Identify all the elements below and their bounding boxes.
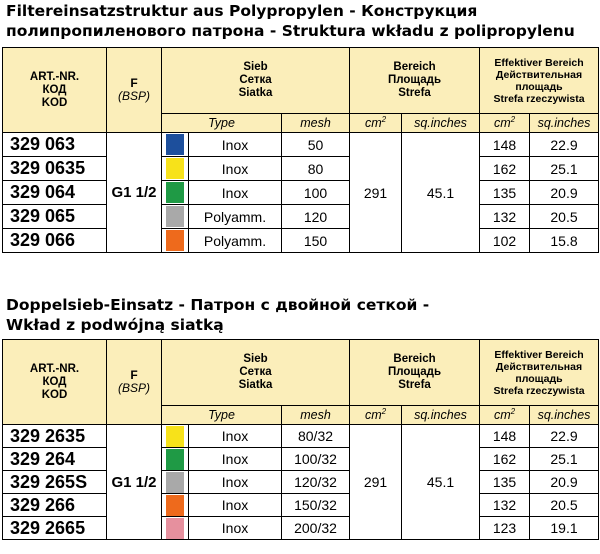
effective-sqin: 22.9 <box>530 133 599 157</box>
spec-table <box>2 47 599 253</box>
connection-size: G1 1/2 <box>107 425 162 540</box>
mesh-value: 200/32 <box>282 517 350 540</box>
table-row <box>3 229 599 253</box>
sqin-subheader: sq.inches <box>402 114 480 133</box>
sieb-header: Sieb Сетка Siatka <box>162 48 350 114</box>
color-swatch-cell <box>162 205 189 229</box>
effective-sqin: 20.5 <box>530 494 599 517</box>
sieb-header: Sieb Сетка Siatka <box>162 340 350 406</box>
table-row <box>3 517 599 540</box>
article-number: 329 065 <box>3 205 107 229</box>
effective-area-header: Effektiver Bereich Действительная площадь Strefa rzeczywista <box>480 340 599 406</box>
area-sqin: 45.1 <box>402 425 480 540</box>
f-header: F (BSP) <box>107 48 162 133</box>
effective-cm2: 135 <box>480 471 530 494</box>
sieve-type: Inox <box>189 494 282 517</box>
effective-cm2: 102 <box>480 229 530 253</box>
color-swatch-cell <box>162 181 189 205</box>
table-row <box>3 205 599 229</box>
table-row <box>3 133 599 157</box>
table-row <box>3 425 599 448</box>
effective-cm2: 162 <box>480 448 530 471</box>
mesh-subheader: mesh <box>282 406 350 425</box>
color-swatch <box>166 426 184 447</box>
eff-cm2-subheader: $cm^2$ <box>480 114 530 133</box>
sieve-type: Inox <box>189 471 282 494</box>
eff-cm2-subheader: $cm^2$ <box>480 406 530 425</box>
color-swatch <box>166 206 184 227</box>
sieve-type: Polyamm. <box>189 205 282 229</box>
color-swatch-cell <box>162 494 189 517</box>
effective-sqin: 22.9 <box>530 425 599 448</box>
color-swatch <box>166 134 184 155</box>
effective-cm2: 135 <box>480 181 530 205</box>
connection-size: G1 1/2 <box>107 133 162 253</box>
type-subheader: Type <box>162 406 282 425</box>
area-cm2: 291 <box>350 133 402 253</box>
sieve-type: Inox <box>189 157 282 181</box>
effective-sqin: 15.8 <box>530 229 599 253</box>
table-row <box>3 448 599 471</box>
mesh-value: 150/32 <box>282 494 350 517</box>
area-sqin: 45.1 <box>402 133 480 253</box>
effective-sqin: 20.9 <box>530 471 599 494</box>
effective-sqin: 25.1 <box>530 157 599 181</box>
color-swatch <box>166 158 184 179</box>
color-swatch-cell <box>162 229 189 253</box>
cm2-subheader: $cm^2$ <box>350 114 402 133</box>
color-swatch <box>166 495 184 516</box>
spec-table <box>2 339 599 540</box>
table-row <box>3 471 599 494</box>
article-number: 329 066 <box>3 229 107 253</box>
type-subheader: Type <box>162 114 282 133</box>
table-row <box>3 494 599 517</box>
mesh-value: 80/32 <box>282 425 350 448</box>
bereich-header: Bereich Площадь Strefa <box>350 340 480 406</box>
mesh-value: 150 <box>282 229 350 253</box>
color-swatch <box>166 182 184 203</box>
eff-sqin-subheader: sq.inches <box>530 114 599 133</box>
bereich-header: Bereich Площадь Strefa <box>350 48 480 114</box>
table-row <box>3 157 599 181</box>
mesh-value: 50 <box>282 133 350 157</box>
article-number: 329 2635 <box>3 425 107 448</box>
mesh-value: 100/32 <box>282 448 350 471</box>
effective-sqin: 25.1 <box>530 448 599 471</box>
sieve-type: Inox <box>189 181 282 205</box>
article-number: 329 063 <box>3 133 107 157</box>
effective-cm2: 132 <box>480 205 530 229</box>
color-swatch-cell <box>162 517 189 540</box>
section2-title-line1: Doppelsieb-Einsatz - Патрон с двойной сеткой - <box>6 296 430 314</box>
color-swatch-cell <box>162 133 189 157</box>
color-swatch-cell <box>162 448 189 471</box>
mesh-value: 100 <box>282 181 350 205</box>
article-number: 329 266 <box>3 494 107 517</box>
color-swatch-cell <box>162 425 189 448</box>
art-header: ART.-NR. КОД KOD <box>3 48 107 133</box>
sieve-type: Inox <box>189 425 282 448</box>
article-number: 329 265S <box>3 471 107 494</box>
sieve-type: Inox <box>189 133 282 157</box>
effective-area-header: Effektiver Bereich Действительная площадь Strefa rzeczywista <box>480 48 599 114</box>
article-number: 329 264 <box>3 448 107 471</box>
art-header: ART.-NR. КОД KOD <box>3 340 107 425</box>
sieve-type: Inox <box>189 517 282 540</box>
effective-sqin: 20.5 <box>530 205 599 229</box>
effective-cm2: 148 <box>480 425 530 448</box>
sqin-subheader: sq.inches <box>402 406 480 425</box>
color-swatch <box>166 518 184 539</box>
effective-sqin: 20.9 <box>530 181 599 205</box>
effective-sqin: 19.1 <box>530 517 599 540</box>
effective-cm2: 148 <box>480 133 530 157</box>
mesh-value: 120 <box>282 205 350 229</box>
section2-title-line2: Wkład z podwójną siatką <box>6 316 224 334</box>
cm2-subheader: $cm^2$ <box>350 406 402 425</box>
effective-cm2: 132 <box>480 494 530 517</box>
color-swatch <box>166 472 184 493</box>
mesh-value: 80 <box>282 157 350 181</box>
color-swatch <box>166 449 184 470</box>
effective-cm2: 123 <box>480 517 530 540</box>
mesh-subheader: mesh <box>282 114 350 133</box>
article-number: 329 064 <box>3 181 107 205</box>
section1-title-line1: Filtereinsatzstruktur aus Polypropylen - Конструкция <box>6 2 478 20</box>
area-cm2: 291 <box>350 425 402 540</box>
color-swatch-cell <box>162 157 189 181</box>
section1-title-line2: полипропиленового патрона - Struktura wkładu z polipropylenu <box>6 22 575 40</box>
eff-sqin-subheader: sq.inches <box>530 406 599 425</box>
sieve-type: Inox <box>189 448 282 471</box>
f-header: F (BSP) <box>107 340 162 425</box>
sieve-type: Polyamm. <box>189 229 282 253</box>
effective-cm2: 162 <box>480 157 530 181</box>
mesh-value: 120/32 <box>282 471 350 494</box>
color-swatch <box>166 230 184 251</box>
table-row <box>3 181 599 205</box>
article-number: 329 0635 <box>3 157 107 181</box>
article-number: 329 2665 <box>3 517 107 540</box>
color-swatch-cell <box>162 471 189 494</box>
